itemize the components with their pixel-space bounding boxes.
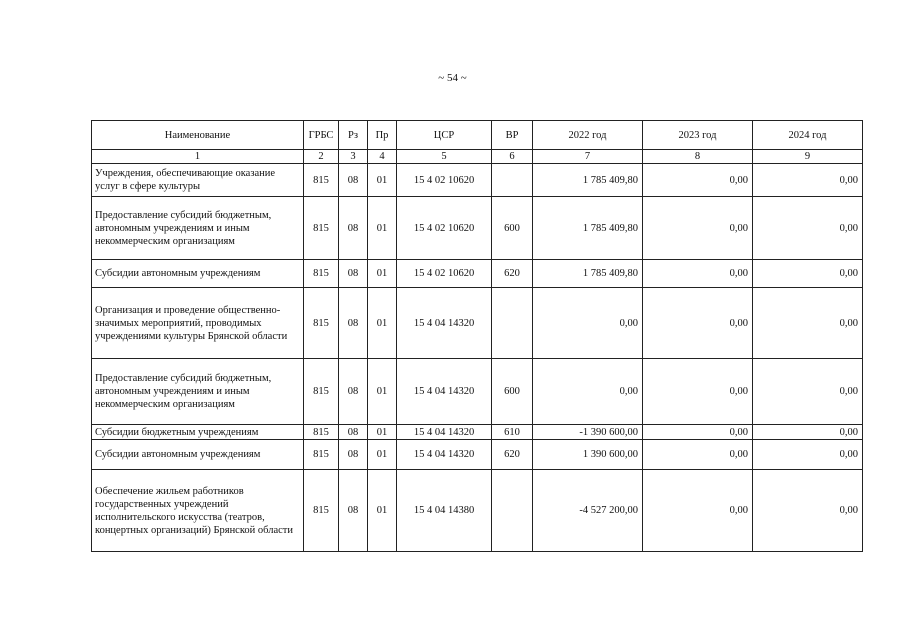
cell-csr: 15 4 04 14380 — [397, 470, 492, 552]
cell-name: Субсидии автономным учреждениям — [92, 440, 304, 470]
cell-csr: 15 4 04 14320 — [397, 425, 492, 440]
table-row — [92, 425, 863, 440]
column-number: 3 — [339, 150, 368, 164]
column-number: 2 — [304, 150, 339, 164]
cell-2023: 0,00 — [643, 260, 753, 288]
cell-rz: 08 — [339, 425, 368, 440]
header-grbs: ГРБС — [304, 121, 339, 150]
cell-pr: 01 — [368, 197, 397, 260]
cell-2022: 1 785 409,80 — [533, 197, 643, 260]
cell-name: Субсидии автономным учреждениям — [92, 260, 304, 288]
header-2022: 2022 год — [533, 121, 643, 150]
cell-name: Обеспечение жильем работников государственных учреждений исполнительского искусства (театров, концертных организаций) Брянской области — [92, 470, 304, 552]
cell-2022: 0,00 — [533, 359, 643, 425]
cell-vr — [492, 470, 533, 552]
cell-vr: 620 — [492, 260, 533, 288]
cell-2024: 0,00 — [753, 197, 863, 260]
header-2023: 2023 год — [643, 121, 753, 150]
column-number: 7 — [533, 150, 643, 164]
cell-2023: 0,00 — [643, 425, 753, 440]
cell-rz: 08 — [339, 440, 368, 470]
cell-grbs: 815 — [304, 197, 339, 260]
cell-2022: 1 785 409,80 — [533, 164, 643, 197]
cell-2024: 0,00 — [753, 288, 863, 359]
page-number: ~ 54 ~ — [438, 72, 467, 84]
column-number: 6 — [492, 150, 533, 164]
cell-rz: 08 — [339, 164, 368, 197]
cell-grbs: 815 — [304, 470, 339, 552]
cell-name: Предоставление субсидий бюджетным, автономным учреждениям и иным некоммерческим организациям — [92, 359, 304, 425]
column-number: 4 — [368, 150, 397, 164]
cell-2023: 0,00 — [643, 164, 753, 197]
cell-pr: 01 — [368, 440, 397, 470]
header-rz: Рз — [339, 121, 368, 150]
cell-csr: 15 4 04 14320 — [397, 440, 492, 470]
cell-csr: 15 4 04 14320 — [397, 359, 492, 425]
column-number-row — [92, 150, 863, 164]
cell-grbs: 815 — [304, 440, 339, 470]
cell-vr: 620 — [492, 440, 533, 470]
table-row — [92, 288, 863, 359]
cell-2024: 0,00 — [753, 260, 863, 288]
cell-grbs: 815 — [304, 288, 339, 359]
cell-2024: 0,00 — [753, 164, 863, 197]
cell-csr: 15 4 04 14320 — [397, 288, 492, 359]
cell-2023: 0,00 — [643, 288, 753, 359]
cell-2023: 0,00 — [643, 440, 753, 470]
cell-grbs: 815 — [304, 260, 339, 288]
cell-pr: 01 — [368, 260, 397, 288]
column-number: 8 — [643, 150, 753, 164]
cell-name: Организация и проведение общественно-значимых мероприятий, проводимых учреждениями культуры Брянской области — [92, 288, 304, 359]
cell-2024: 0,00 — [753, 470, 863, 552]
budget-table — [91, 120, 863, 552]
cell-pr: 01 — [368, 359, 397, 425]
cell-vr: 610 — [492, 425, 533, 440]
table-row — [92, 470, 863, 552]
cell-grbs: 815 — [304, 359, 339, 425]
header-pr: Пр — [368, 121, 397, 150]
cell-rz: 08 — [339, 359, 368, 425]
cell-grbs: 815 — [304, 425, 339, 440]
header-csr: ЦСР — [397, 121, 492, 150]
column-number: 1 — [92, 150, 304, 164]
cell-pr: 01 — [368, 425, 397, 440]
table-row — [92, 164, 863, 197]
cell-2022: 0,00 — [533, 288, 643, 359]
cell-rz: 08 — [339, 260, 368, 288]
cell-2024: 0,00 — [753, 425, 863, 440]
cell-2022: -4 527 200,00 — [533, 470, 643, 552]
cell-rz: 08 — [339, 197, 368, 260]
cell-csr: 15 4 02 10620 — [397, 197, 492, 260]
column-number: 9 — [753, 150, 863, 164]
column-number: 5 — [397, 150, 492, 164]
header-2024: 2024 год — [753, 121, 863, 150]
cell-2024: 0,00 — [753, 440, 863, 470]
cell-csr: 15 4 02 10620 — [397, 260, 492, 288]
cell-2024: 0,00 — [753, 359, 863, 425]
cell-2022: 1 390 600,00 — [533, 440, 643, 470]
cell-rz: 08 — [339, 470, 368, 552]
table-row — [92, 260, 863, 288]
header-vr: ВР — [492, 121, 533, 150]
cell-vr: 600 — [492, 197, 533, 260]
cell-name: Субсидии бюджетным учреждениям — [92, 425, 304, 440]
table-row — [92, 440, 863, 470]
header-name: Наименование — [92, 121, 304, 150]
table-header-row — [92, 121, 863, 150]
cell-vr — [492, 288, 533, 359]
cell-2023: 0,00 — [643, 470, 753, 552]
cell-pr: 01 — [368, 288, 397, 359]
table-row — [92, 197, 863, 260]
cell-2023: 0,00 — [643, 197, 753, 260]
table-row — [92, 359, 863, 425]
cell-rz: 08 — [339, 288, 368, 359]
cell-name: Предоставление субсидий бюджетным, автономным учреждениям и иным некоммерческим организациям — [92, 197, 304, 260]
cell-csr: 15 4 02 10620 — [397, 164, 492, 197]
cell-2022: -1 390 600,00 — [533, 425, 643, 440]
cell-2022: 1 785 409,80 — [533, 260, 643, 288]
cell-pr: 01 — [368, 164, 397, 197]
cell-grbs: 815 — [304, 164, 339, 197]
cell-name: Учреждения, обеспечивающие оказание услуг в сфере культуры — [92, 164, 304, 197]
cell-vr — [492, 164, 533, 197]
cell-2023: 0,00 — [643, 359, 753, 425]
cell-vr: 600 — [492, 359, 533, 425]
cell-pr: 01 — [368, 470, 397, 552]
